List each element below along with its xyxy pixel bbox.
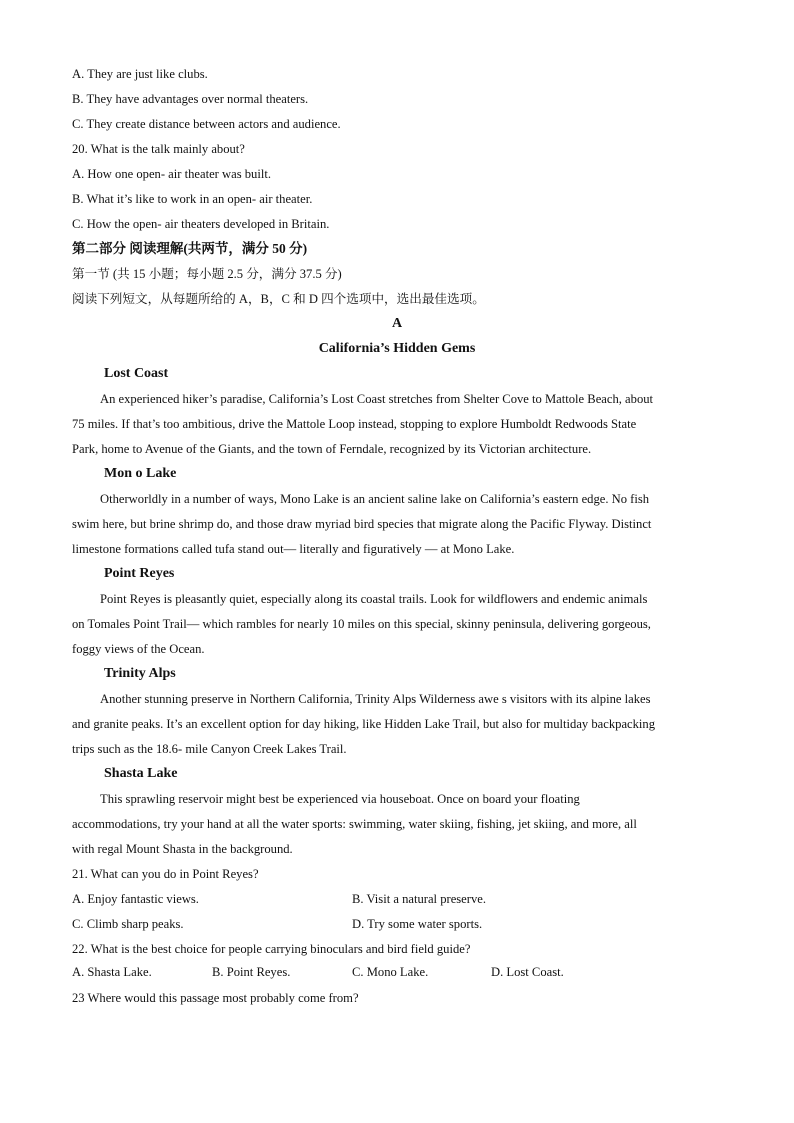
paragraph-line: 75 miles. If that’s too ambitious, drive the Mattole Loop instead, stopping to explore Humboldt Redwoods State	[72, 417, 637, 431]
q22-option-d: D. Lost Coast.	[491, 965, 564, 979]
q19-option-a: A. They are just like clubs.	[72, 67, 208, 81]
paragraph-line: Park, home to Avenue of the Giants, and the town of Ferndale, recognized by its Victorian architecture.	[72, 442, 592, 456]
section1-title: 第一节 (共 15 小题；每小题 2.5 分，满分 37.5 分)	[72, 267, 342, 281]
passage-title: California’s Hidden Gems	[318, 341, 476, 356]
paragraph-line: Point Reyes is pleasantly quiet, especially along its coastal trails. Look for wildflowers and endemic animals	[100, 592, 648, 606]
q23-question: 23 Where would this passage most probably come from?	[72, 991, 359, 1005]
section-heading: Lost Coast	[104, 366, 169, 381]
q19-option-b: B. They have advantages over normal theaters.	[72, 92, 309, 106]
paragraph-line: trips such as the 18.6- mile Canyon Creek Lakes Trail.	[72, 742, 347, 756]
q20-option-c: C. How the open- air theaters developed in Britain.	[72, 217, 330, 231]
q21-question: 21. What can you do in Point Reyes?	[72, 867, 259, 881]
paragraph-line: and granite peaks. It’s an excellent option for day hiking, like Hidden Lake Trail, but also for multiday backpacking	[72, 717, 656, 731]
q21-option-a: A. Enjoy fantastic views.	[72, 892, 199, 906]
q22-option-a: A. Shasta Lake.	[72, 965, 152, 979]
section-heading: Shasta Lake	[104, 766, 178, 781]
paragraph-line: foggy views of the Ocean.	[72, 642, 205, 656]
q22-option-b: B. Point Reyes.	[212, 965, 291, 979]
paragraph-line: Another stunning preserve in Northern California, Trinity Alps Wilderness awe s visitors with its alpine lakes	[100, 692, 651, 706]
q22-question: 22. What is the best choice for people carrying binoculars and bird field guide?	[72, 942, 471, 956]
paragraph-line: This sprawling reservoir might best be experienced via houseboat. Once on board your floating	[100, 792, 580, 806]
section-heading: Point Reyes	[104, 566, 175, 581]
passage-label: A	[391, 316, 403, 331]
section-heading: Mon o Lake	[104, 466, 177, 481]
q20-question: 20. What is the talk mainly about?	[72, 142, 245, 156]
q20-option-a: A. How one open- air theater was built.	[72, 167, 271, 181]
q21-option-b: B. Visit a natural preserve.	[352, 892, 487, 906]
q21-option-c: C. Climb sharp peaks.	[72, 917, 184, 931]
part2-title: 第二部分 阅读理解(共两节，满分 50 分)	[72, 241, 308, 256]
section-heading: Trinity Alps	[104, 666, 176, 681]
paragraph-line: accommodations, try your hand at all the water sports: swimming, water skiing, fishing, jet skiing, and more, all	[72, 817, 637, 831]
paragraph-line: swim here, but brine shrimp do, and those draw myriad bird species that migrate along the Pacific Flyway. Distinct	[72, 517, 652, 531]
paragraph-line: Otherworldly in a number of ways, Mono Lake is an ancient saline lake on California’s eastern edge. No fish	[100, 492, 650, 506]
q21-option-d: D. Try some water sports.	[352, 917, 483, 931]
paragraph-line: with regal Mount Shasta in the background.	[72, 842, 293, 856]
q19-option-c: C. They create distance between actors and audience.	[72, 117, 341, 131]
paragraph-line: on Tomales Point Trail— which rambles for nearly 10 miles on this special, skinny peninsula, delivering gorgeous,	[72, 617, 651, 631]
q22-option-c: C. Mono Lake.	[352, 965, 429, 979]
q20-option-b: B. What it’s like to work in an open- air theater.	[72, 192, 313, 206]
paragraph-line: An experienced hiker’s paradise, California’s Lost Coast stretches from Shelter Cove to Mattole Beach, about	[100, 392, 654, 406]
paragraph-line: limestone formations called tufa stand out— literally and figuratively — at Mono Lake.	[72, 542, 515, 556]
reading-instruction: 阅读下列短文，从每题所给的 A，B，C 和 D 四个选项中，选出最佳选项。	[72, 292, 485, 306]
